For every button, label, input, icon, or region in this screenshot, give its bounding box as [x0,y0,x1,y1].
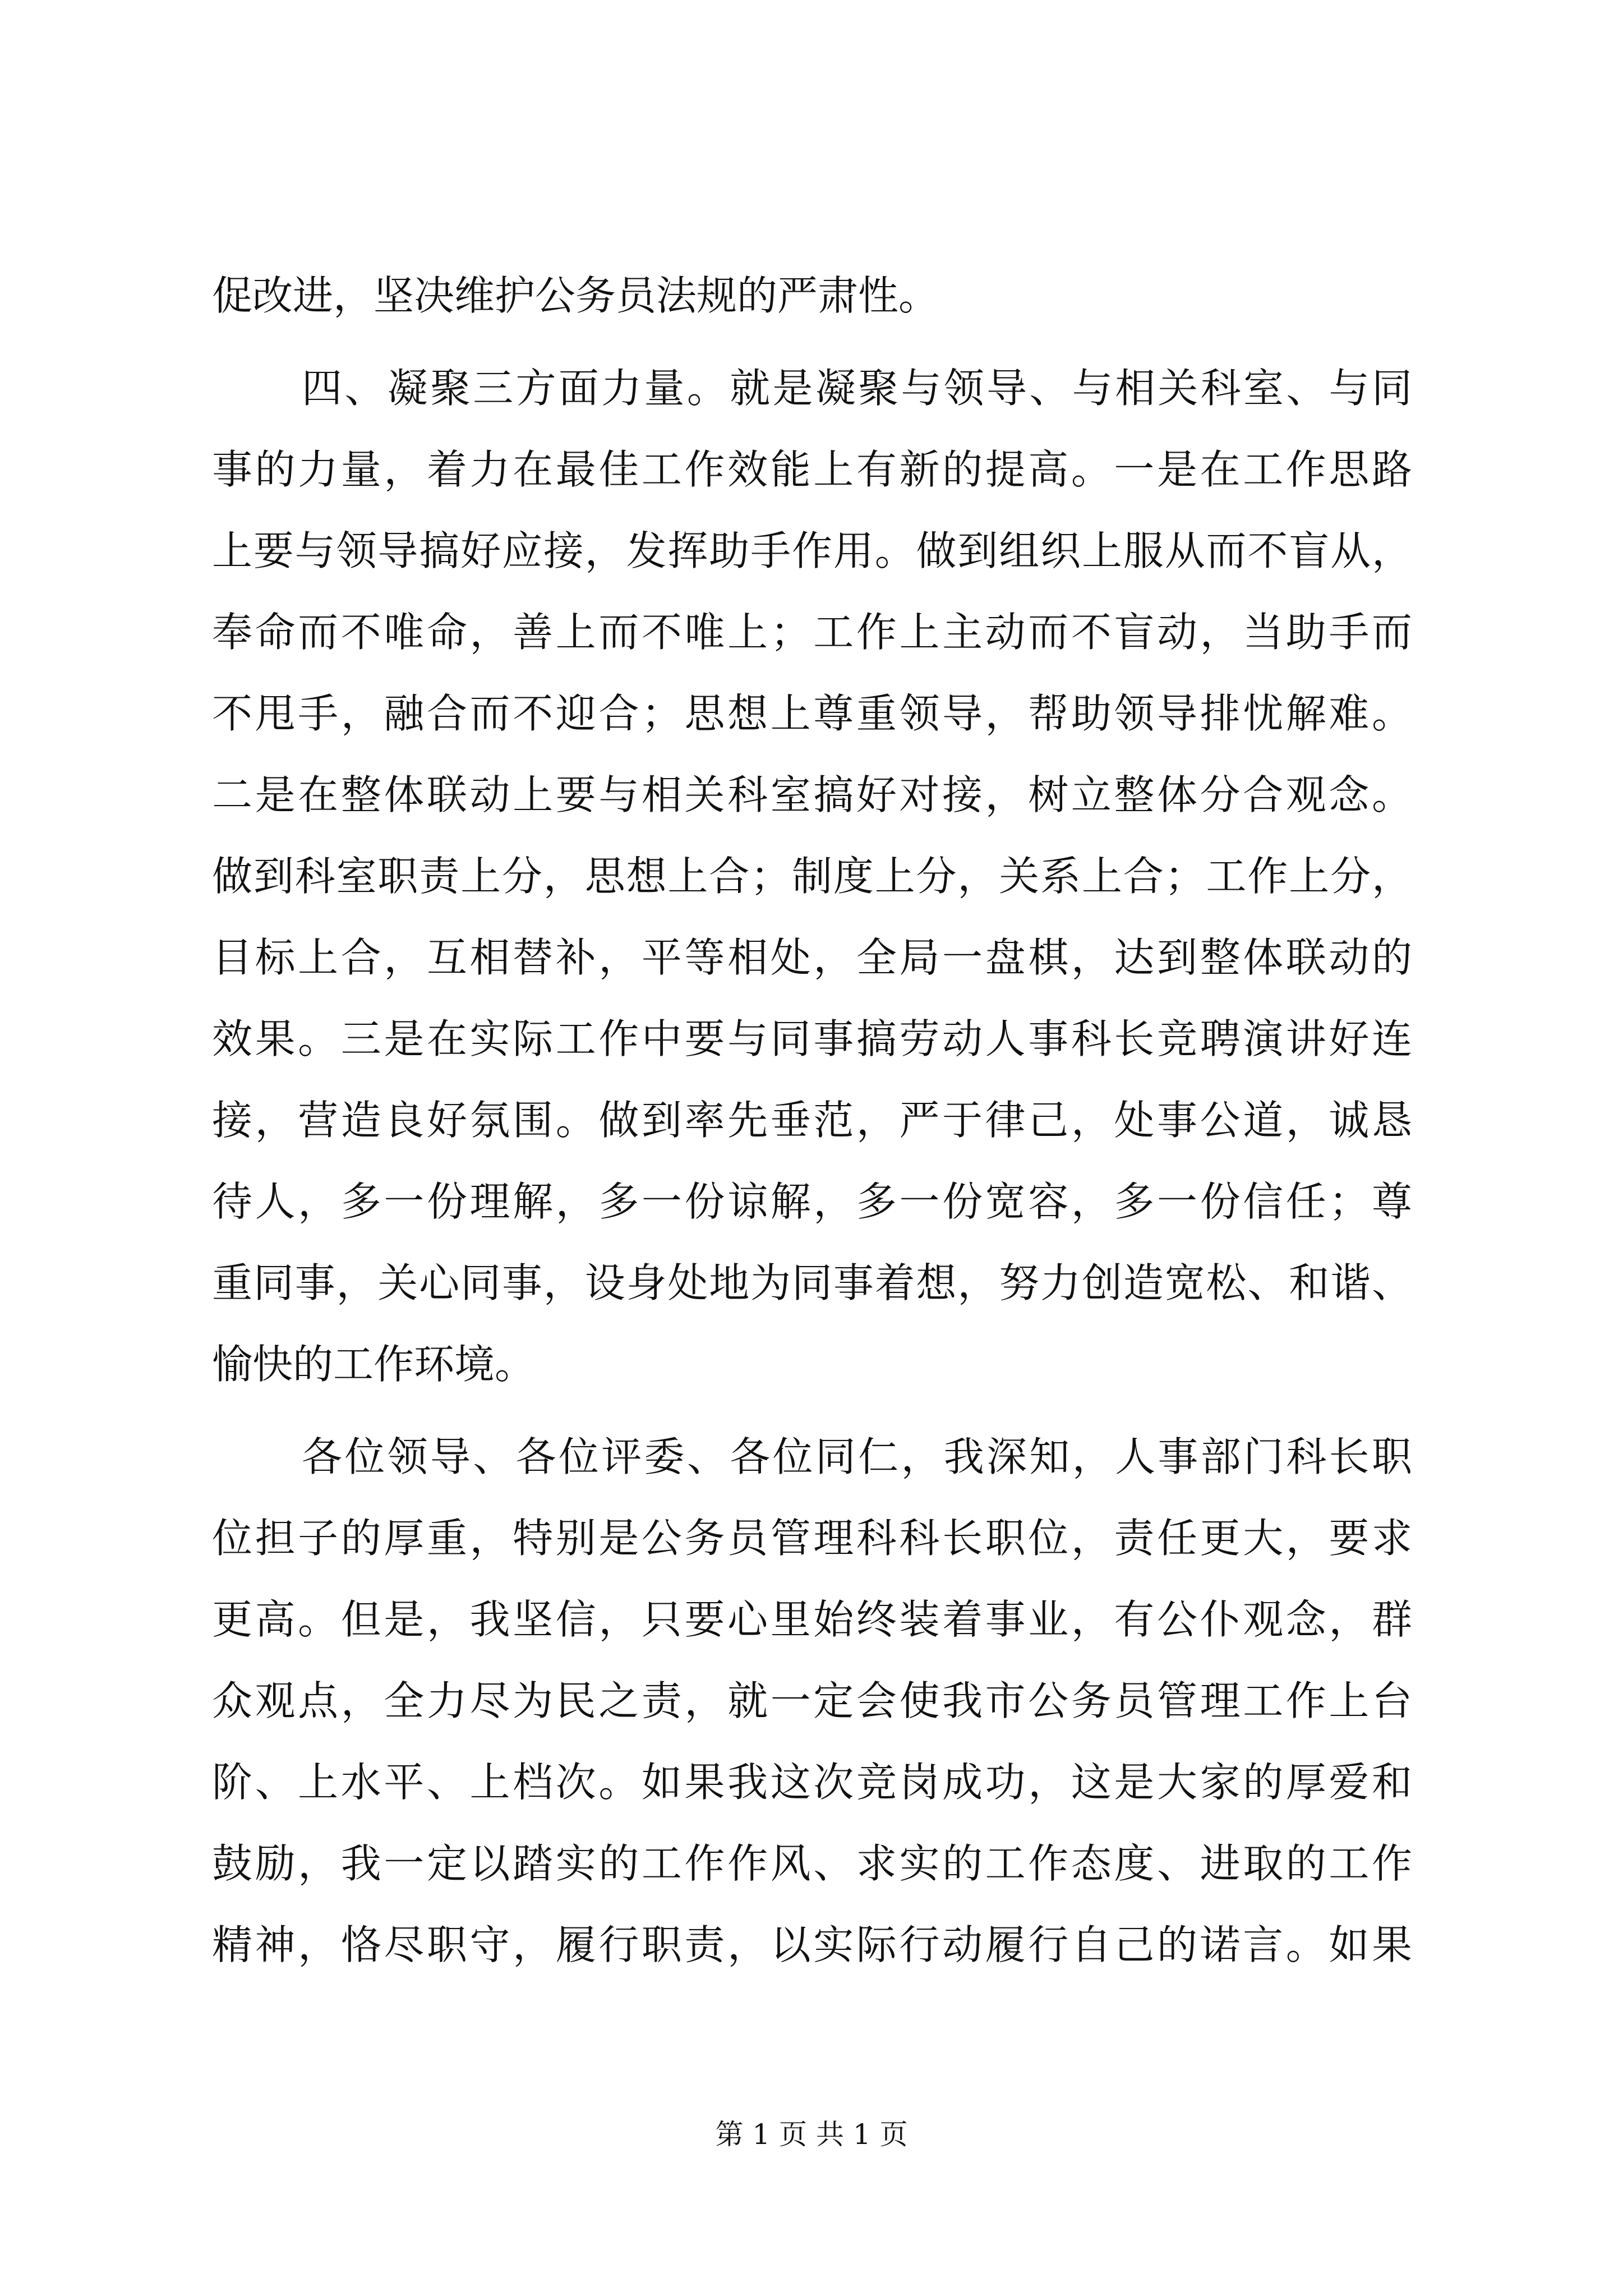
paragraph-2-line-8: 目标上合，互相替补，平等相处，全局一盘棋，达到整体联动的 [212,934,1412,981]
paragraph-3-line-1: 各位领导、各位评委、各位同仁，我深知，人事部门科长职 [302,1433,1412,1480]
paragraph-2-line-12: 重同事，关心同事，设身处地为同事着想，努力创造宽松、和谐、 [212,1259,1412,1306]
paragraph-2-line-9: 效果。三是在实际工作中要与同事搞劳动人事科长竞聘演讲好连 [212,1015,1412,1062]
paragraph-2-line-4: 奉命而不唯命，善上而不唯上；工作上主动而不盲动，当助手而 [212,609,1412,656]
paragraph-2-line-6: 二是在整体联动上要与相关科室搞好对接，树立整体分合观念。 [212,771,1412,818]
paragraph-2-line-5: 不甩手，融合而不迎合；思想上尊重领导，帮助领导排忧解难。 [212,690,1412,737]
paragraph-3-line-3: 更高。但是，我坚信，只要心里始终装着事业，有公仆观念，群 [212,1596,1412,1643]
paragraph-3-line-6: 鼓励，我一定以踏实的工作作风、求实的工作态度、进取的工作 [212,1840,1412,1887]
page-number-footer: 第 1 页 共 1 页 [715,2118,908,2151]
paragraph-3-line-4: 众观点，全力尽为民之责，就一定会使我市公务员管理工作上台 [212,1677,1412,1724]
paragraph-3-line-7: 精神，恪尽职守，履行职责，以实际行动履行自己的诺言。如果 [212,1921,1412,1968]
paragraph-3-line-2: 位担子的厚重，特别是公务员管理科科长职位，责任更大，要求 [212,1515,1412,1562]
paragraph-2-line-10: 接，营造良好氛围。做到率先垂范，严于律己，处事公道，诚恳 [212,1097,1412,1144]
paragraph-2-line-13: 愉快的工作环境。 [212,1341,536,1388]
paragraph-2-line-7: 做到科室职责上分，思想上合；制度上分，关系上合；工作上分， [212,853,1412,900]
paragraph-2-line-11: 待人，多一份理解，多一份谅解，多一份宽容，多一份信任；尊 [212,1178,1412,1225]
paragraph-2-line-3: 上要与领导搞好应接，发挥助手作用。做到组织上服从而不盲从， [212,527,1412,574]
document-body [212,255,1412,1986]
paragraph-2-line-1: 四、凝聚三方面力量。就是凝聚与领导、与相关科室、与同 [302,365,1412,412]
paragraph-1-line-1: 促改进，坚决维护公务员法规的严肃性。 [212,272,939,319]
paragraph-3-line-5: 阶、上水平、上档次。如果我这次竞岗成功，这是大家的厚爱和 [212,1759,1412,1806]
paragraph-2-line-2: 事的力量，着力在最佳工作效能上有新的提高。一是在工作思路 [212,446,1412,493]
